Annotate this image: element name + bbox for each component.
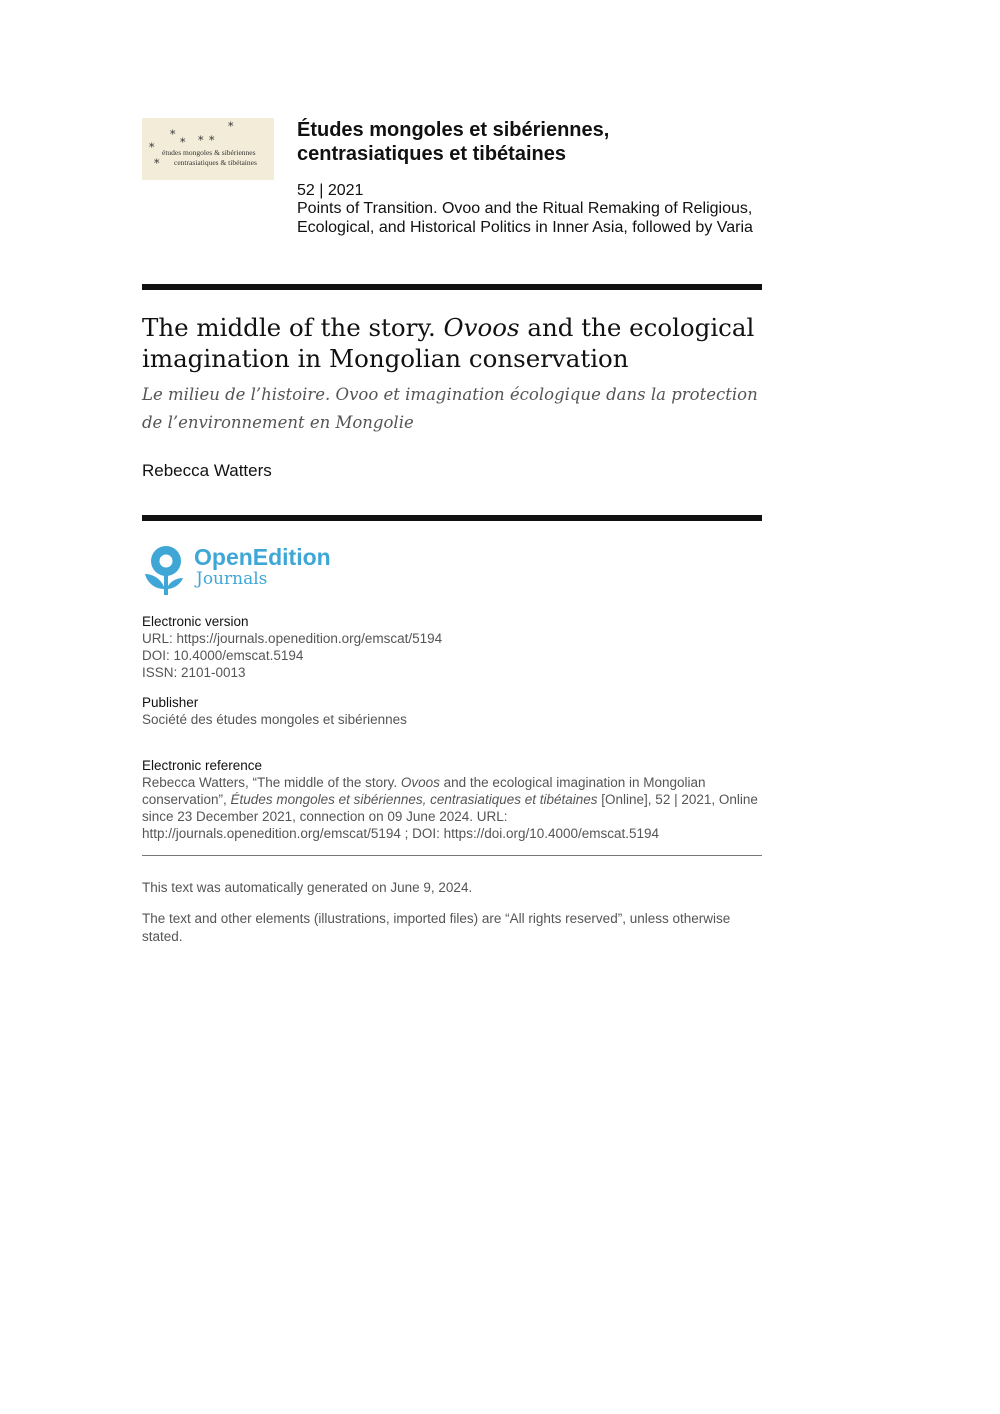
generated-note: This text was automatically generated on June 9, 2024.	[142, 880, 473, 895]
top-divider	[142, 284, 762, 290]
openedition-logo[interactable]	[142, 543, 342, 597]
reference-journal-italic: Études mongoles et sibériennes, centrasiatiques et tibétaines	[230, 792, 598, 807]
openedition-name: OpenEdition	[194, 544, 331, 570]
star-icon: *	[149, 141, 155, 154]
reference-text-part: [Online], 52 | 2021, Online since 23 December 2021, connection on 09 June 2024. URL: http://journals.openedition.org/emscat/5194 ; DOI: https://doi.org/10.4000/emscat.5194	[142, 792, 758, 841]
journal-title	[297, 118, 767, 166]
star-icon: *	[198, 134, 204, 147]
journal-title-line1: Études mongoles et sibériennes,	[297, 119, 610, 141]
logo-text-line2: centrasiatiques & tibétaines	[174, 158, 257, 167]
openedition-sub: Journals	[196, 569, 268, 589]
star-icon: *	[170, 128, 176, 141]
article-subtitle-italic: Le milieu de l’histoire.	[142, 385, 331, 404]
electronic-reference-heading: Electronic reference	[142, 758, 263, 773]
reference-text-part: and the ecological imagination in Mongolian conservation”,	[142, 775, 706, 807]
logo-text-line1: études mongoles & sibériennes	[162, 148, 256, 157]
issue-title: Points of Transition. Ovoo and the Ritual Remaking of Religious, Ecological, and Historical Politics in Inner Asia, followed by Varia	[297, 200, 753, 236]
middle-divider	[142, 515, 762, 521]
star-icon: *	[154, 157, 160, 170]
bottom-divider	[142, 855, 762, 856]
article-title-text: The middle of the story.	[142, 313, 444, 342]
article-subtitle-rest: Ovoo et imagination écologique dans la protection de l’environnement en Mongolie	[142, 385, 758, 432]
star-icon: *	[228, 120, 234, 133]
publisher-name: Société des études mongoles et sibériennes	[142, 712, 407, 727]
article-title-text-end: and the ecological imagination in Mongolian conservation	[142, 313, 755, 373]
star-icon: *	[180, 136, 186, 149]
reference-text-part: Rebecca Watters, “The middle of the story.	[142, 775, 401, 790]
issue-number: 52 | 2021	[297, 182, 364, 199]
rights-note: The text and other elements (illustrations, imported files) are “All rights reserved”, unless otherwise stated.	[142, 911, 731, 944]
electronic-version-issn: ISSN: 2101-0013	[142, 665, 246, 680]
article-subtitle	[142, 381, 762, 437]
openedition-flower-icon	[142, 543, 188, 597]
electronic-reference-text	[142, 774, 762, 842]
journal-logo	[142, 118, 274, 180]
article-title-italic: Ovoos	[443, 313, 520, 342]
star-icon: *	[209, 134, 215, 147]
electronic-version-doi[interactable]: DOI: 10.4000/emscat.5194	[142, 648, 304, 663]
article-title	[142, 312, 762, 374]
electronic-version-heading: Electronic version	[142, 614, 249, 629]
electronic-version-url[interactable]: URL: https://journals.openedition.org/emscat/5194	[142, 631, 443, 646]
author-name: Rebecca Watters	[142, 461, 272, 480]
journal-title-line2: centrasiatiques et tibétaines	[297, 143, 566, 165]
publisher-heading: Publisher	[142, 695, 199, 710]
reference-text-italic: Ovoos	[400, 775, 440, 790]
